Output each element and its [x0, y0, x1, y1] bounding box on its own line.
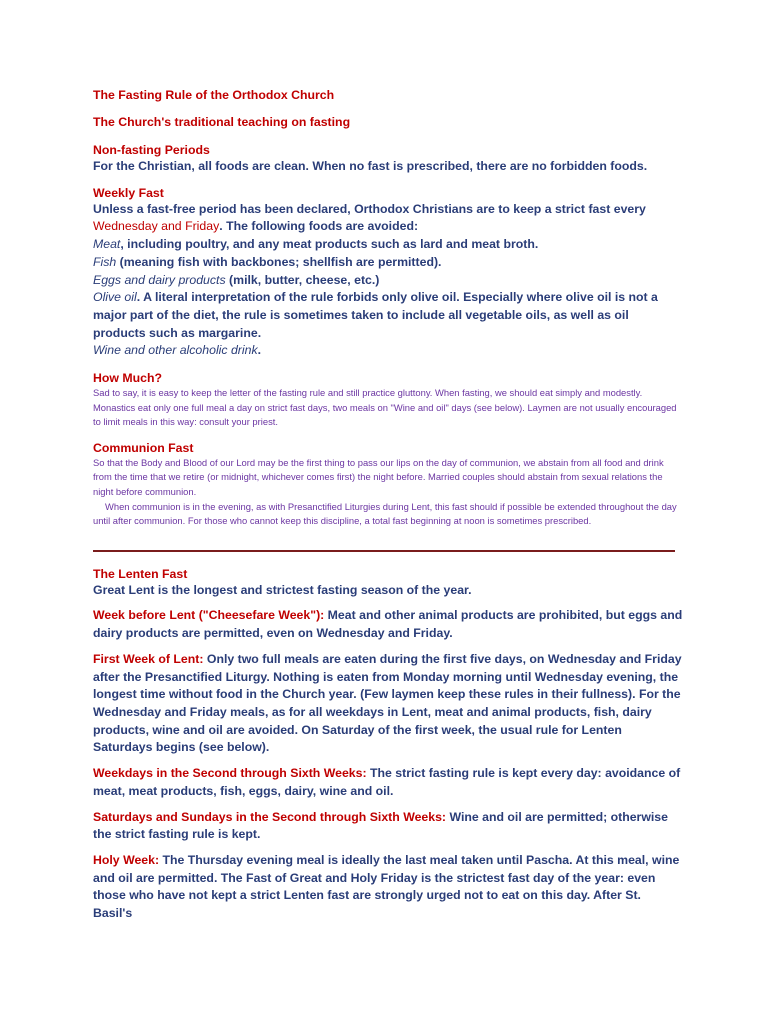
- lenten-item-text: The Thursday evening meal is ideally the last meal taken until Pascha. At this meal, wine and oil are permitted. The Fast of Great and Holy Friday is the strictest fast day of the year: even those who have not kept a strict Lenten fast are strongly urged not to eat on this day. After St. Basil's: [93, 852, 680, 921]
- food-label: Olive oil: [93, 290, 137, 305]
- food-item-fish: [93, 254, 683, 272]
- food-label: Eggs and dairy products: [93, 272, 226, 287]
- food-item-wine: [93, 342, 683, 360]
- section-heading: The Lenten Fast: [93, 566, 188, 581]
- section-weekly-fast: [93, 185, 683, 360]
- lenten-item-label: Week before Lent ("Cheesefare Week"):: [93, 608, 325, 623]
- document-subtitle: The Church's traditional teaching on fasting: [93, 115, 351, 129]
- weekly-intro-end: . The following foods are avoided:: [219, 219, 419, 234]
- food-text: , including poultry, and any meat products such as lard and meat broth.: [120, 237, 539, 252]
- weekly-intro-text: Unless a fast-free period has been declared, Orthodox Christians are to keep a strict fast every: [93, 201, 646, 216]
- lenten-item-text: Meat and other animal products are prohibited, but eggs and dairy products are permitted, even on Wednesday and Friday.: [93, 608, 683, 641]
- lenten-item: [93, 765, 683, 800]
- lenten-item-label: Weekdays in the Second through Sixth Weeks:: [93, 766, 367, 781]
- lenten-item: [93, 651, 683, 757]
- section-heading: Weekly Fast: [93, 185, 164, 200]
- section-communion-fast: [93, 440, 683, 529]
- weekly-intro: [93, 201, 683, 236]
- lenten-item: [93, 607, 683, 642]
- section-lenten-fast: [93, 566, 683, 923]
- lenten-item: [93, 852, 683, 923]
- food-text: (milk, butter, cheese, etc.): [225, 272, 380, 287]
- document-body: [93, 88, 683, 923]
- food-item-eggs: [93, 272, 683, 290]
- lenten-item-text: Wine and oil are permitted; otherwise the strict fasting rule is kept.: [93, 809, 668, 842]
- lenten-item-text: The strict fasting rule is kept every day: avoidance of meat, meat products, fish, eggs, dairy, wine and oil.: [93, 766, 681, 798]
- lenten-item-label: First Week of Lent:: [93, 651, 204, 666]
- food-label: Fish: [93, 254, 117, 269]
- section-nonfasting: [93, 142, 683, 176]
- section-text: For the Christian, all foods are clean. When no fast is prescribed, there are no forbidden foods.: [93, 159, 648, 173]
- communion-text-2: When communion is in the evening, as with Presanctified Liturgies during Lent, this fast should if possible be extended throughout the day until after communion. For those who cannot keep this discipline, a total fast beginning at noon is sometimes prescribed.: [93, 500, 677, 527]
- section-heading: Communion Fast: [93, 440, 194, 455]
- section-heading: How Much?: [93, 371, 162, 386]
- food-text: (meaning fish with backbones; shellfish are permitted).: [116, 254, 442, 269]
- section-how-much: [93, 370, 683, 430]
- section-heading: Non-fasting Periods: [93, 143, 210, 157]
- weekly-days: Wednesday and Friday: [93, 219, 220, 234]
- lenten-item-text: Only two full meals are eaten during the first five days, on Wednesday and Friday after the Presanctified Liturgy. Nothing is eaten from Monday morning until Wednesday evening, the longest time without food in the Church year. (Few laymen keep these rules in their fullness). For the Wednesday and Friday meals, as for all weekdays in Lent, meat and animal products, fish, dairy products, wine and oil are avoided. On Saturday of the first week, the usual rule for Lenten Saturdays begins (see below).: [93, 651, 682, 755]
- food-item-meat: [93, 236, 683, 254]
- communion-text-1: So that the Body and Blood of our Lord may be the first thing to pass our lips on the day of communion, we abstain from all food and drink from the time that we retire (or midnight, whichever comes first) the night before. Married couples should abstain from sexual relations the night before communion.: [93, 456, 664, 497]
- section-text: Sad to say, it is easy to keep the letter of the fasting rule and still practice gluttony. When fasting, we should eat simply and modestly. Monastics eat only one full meal a day on strict fast days, two meals on "Wine and oil" days (see below). Laymen are not usually encouraged to limit meals in this way: consult your priest.: [93, 387, 677, 428]
- document-title: The Fasting Rule of the Orthodox Church: [93, 88, 335, 102]
- lenten-item: [93, 809, 683, 844]
- lenten-item-label: Saturdays and Sundays in the Second through Sixth Weeks:: [93, 809, 447, 824]
- section-divider: [93, 550, 675, 552]
- food-label: Wine and other alcoholic drink: [93, 343, 258, 358]
- lenten-intro: Great Lent is the longest and strictest fasting season of the year.: [93, 582, 472, 597]
- food-text: . A literal interpretation of the rule forbids only olive oil. Especially where olive oil is not a major part of the diet, the rule is sometimes taken to include all vegetable oils, as well as oil products such as margarine.: [93, 290, 658, 340]
- food-text: .: [257, 343, 262, 358]
- lenten-item-label: Holy Week:: [93, 852, 160, 867]
- food-label: Meat: [93, 237, 121, 252]
- food-item-oil: [93, 289, 683, 342]
